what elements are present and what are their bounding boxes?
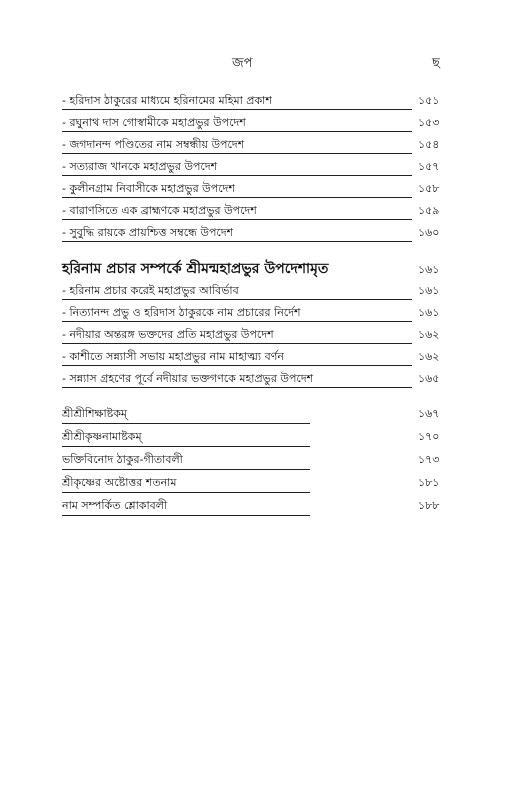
toc-entry-title: নাম সম্পর্কিত শ্লোকাবলী [62, 499, 168, 512]
toc-entry-title: - কুলীনগ্রাম নিবাসীকে মহাপ্রভুর উপদেশ [62, 180, 412, 198]
toc-entry-page: ১৬৭ [418, 407, 440, 420]
section-heading [62, 259, 458, 279]
toc-entry [62, 326, 458, 348]
toc-section-a [62, 92, 458, 246]
toc-entry-title: - সুবুদ্ধি রায়কে প্রায়শ্চিত্ত সম্বন্ধে উপদেশ [62, 224, 412, 242]
toc-entry-title: - সত্যরাজ খানকে মহাপ্রভুর উপদেশ [62, 158, 412, 176]
toc-entry [62, 405, 458, 428]
section-heading-title: হরিনাম প্রচার সম্পর্কে শ্রীমন্মহাপ্রভুর উপদেশামৃত [62, 261, 329, 277]
toc-entry [62, 114, 458, 136]
toc-section-b [62, 282, 458, 392]
page-header [0, 54, 506, 74]
toc-entry-title: - সন্ন্যাস গ্রহণের পূর্বে নদীয়ার ভক্তগণকে মহাপ্রভুর উপদেশ [62, 370, 412, 388]
toc-entry [62, 158, 458, 180]
toc-entry [62, 370, 458, 392]
toc-entry-title: শ্রীকৃষ্ণের অষ্টোত্তর শতনাম [62, 476, 177, 489]
toc-entry [62, 497, 458, 520]
toc-entry-title: - হরিনাম প্রচার করেই মহাপ্রভুর আবির্ভাব [62, 282, 412, 300]
toc-entry-page: ১৫৩ [418, 116, 440, 129]
toc-entry-page: ১৫৯ [418, 204, 440, 217]
toc-entry-page: ১৬২ [418, 328, 440, 341]
toc-entry [62, 136, 458, 158]
toc-entry-title: শ্রীশ্রীশিক্ষাষ্টকম্ [62, 407, 128, 420]
toc-entry [62, 92, 458, 114]
toc-entry-page: ১৫১ [418, 94, 440, 107]
toc-section-c [62, 405, 458, 520]
toc-entry-page: ১৮৮ [418, 499, 440, 512]
toc-entry-title: - হরিদাস ঠাকুরের মাধ্যমে হরিনামের মহিমা প্রকাশ [62, 92, 412, 110]
toc-entry-page: ১৫৭ [418, 160, 440, 173]
toc-entry-page: ১৮১ [418, 476, 440, 489]
toc-entry-title: শ্রীশ্রীকৃষ্ণনামাষ্টকম্ [62, 430, 142, 443]
page-running-title: জপ [232, 56, 253, 71]
toc-entry [62, 202, 458, 224]
toc-entry [62, 451, 458, 474]
toc-entry-page: ১৬২ [418, 350, 440, 363]
toc-entry [62, 304, 458, 326]
toc-entry [62, 282, 458, 304]
toc-entry-page: ১৫৮ [418, 182, 440, 195]
toc-entry [62, 224, 458, 246]
toc-entry-page: ১৬১ [418, 306, 440, 319]
toc-entry-title: - বারাণসিতে এক ব্রাহ্মণকে মহাপ্রভুর উপদেশ [62, 202, 412, 220]
toc-entry-title: - রঘুনাথ দাস গোস্বামীকে মহাপ্রভুর উপদেশ [62, 114, 412, 132]
toc-entry-page: ১৭৩ [418, 453, 440, 466]
toc-entry-title: ভক্তিবিনোদ ঠাকুর-গীতাবলী [62, 453, 183, 466]
toc-entry-page: ১৬০ [418, 226, 440, 239]
toc-entry-title: - নদীয়ার অন্তরঙ্গ ভক্তদের প্রতি মহাপ্রভুর উপদেশ [62, 326, 412, 344]
toc-entry-page: ১৬৫ [418, 372, 440, 385]
section-heading-page: ১৬১ [418, 263, 440, 276]
toc-entry-title: - জগদানন্দ পণ্ডিতের নাম সম্বন্ধীয় উপদেশ [62, 136, 412, 154]
toc-entry [62, 474, 458, 497]
toc-entry-page: ১৬১ [418, 284, 440, 297]
toc-entry [62, 348, 458, 370]
toc-entry-title: - কাশীতে সন্ন্যাসী সভায় মহাপ্রভুর নাম মাহাত্ম্য বর্ণন [62, 348, 412, 366]
toc-entry-title: - নিত্যানন্দ প্রভু ও হরিদাস ঠাকুরকে নাম প্রচারের নির্দেশ [62, 304, 412, 322]
toc-entry [62, 180, 458, 202]
toc-entry-page: ১৫৪ [418, 138, 440, 151]
toc-entry [62, 428, 458, 451]
toc-entry-page: ১৭০ [418, 430, 440, 443]
page-number-label: ছ [432, 56, 440, 71]
